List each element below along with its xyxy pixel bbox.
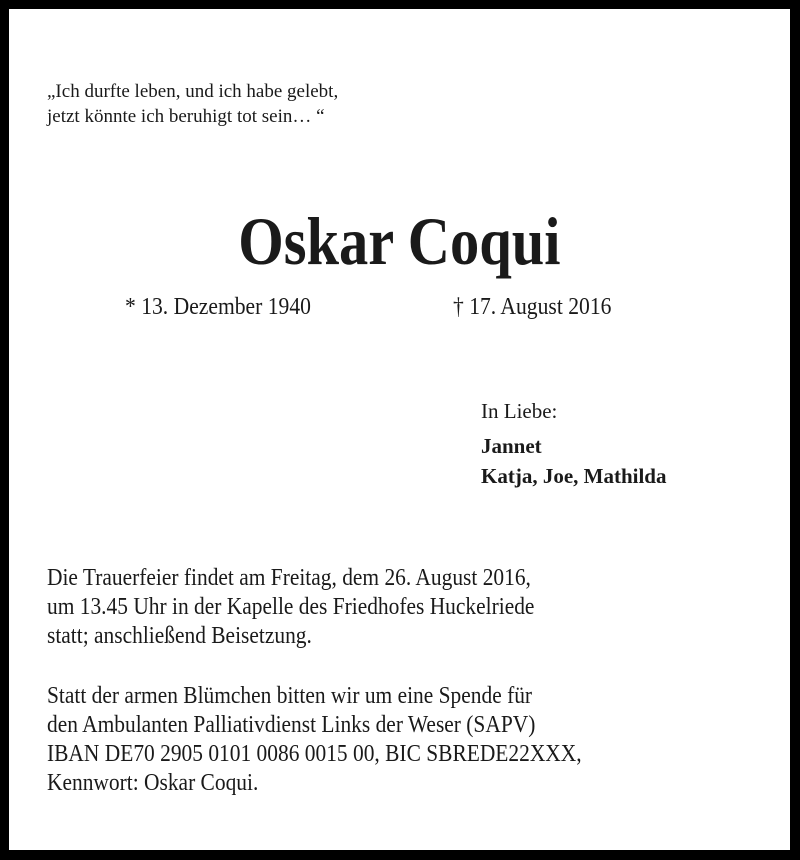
mourner-line-1: Jannet — [481, 434, 542, 458]
birth-date: * 13. Dezember 1940 — [125, 294, 311, 320]
donation-line: Kennwort: Oskar Coqui. — [47, 770, 259, 796]
mourner-line-2: Katja, Joe, Mathilda — [481, 464, 667, 488]
quote-line-1: „Ich durfte leben, und ich habe gelebt, — [47, 81, 339, 102]
death-date: † 17. August 2016 — [453, 294, 612, 320]
service-paragraph — [47, 564, 593, 651]
donation-line: Statt der armen Blümchen bitten wir um eine Spende für — [47, 683, 533, 709]
donation-line: den Ambulanten Palliativdienst Links der Weser (SAPV) — [47, 712, 536, 738]
quote — [47, 79, 338, 129]
service-line: statt; anschließend Beisetzung. — [47, 623, 312, 649]
donation-line: IBAN DE70 2905 0101 0086 0015 00, BIC SBREDE22XXX, — [47, 741, 582, 767]
obituary-notice — [9, 9, 790, 850]
service-line: um 13.45 Uhr in der Kapelle des Friedhofes Huckelriede — [47, 594, 535, 620]
mourners-label: In Liebe: — [481, 399, 558, 423]
quote-line-2: jetzt könnte ich beruhigt tot sein… “ — [47, 106, 325, 127]
deceased-name: Oskar Coqui — [238, 203, 561, 279]
service-line: Die Trauerfeier findet am Freitag, dem 26. August 2016, — [47, 565, 531, 591]
donation-paragraph — [47, 682, 646, 798]
